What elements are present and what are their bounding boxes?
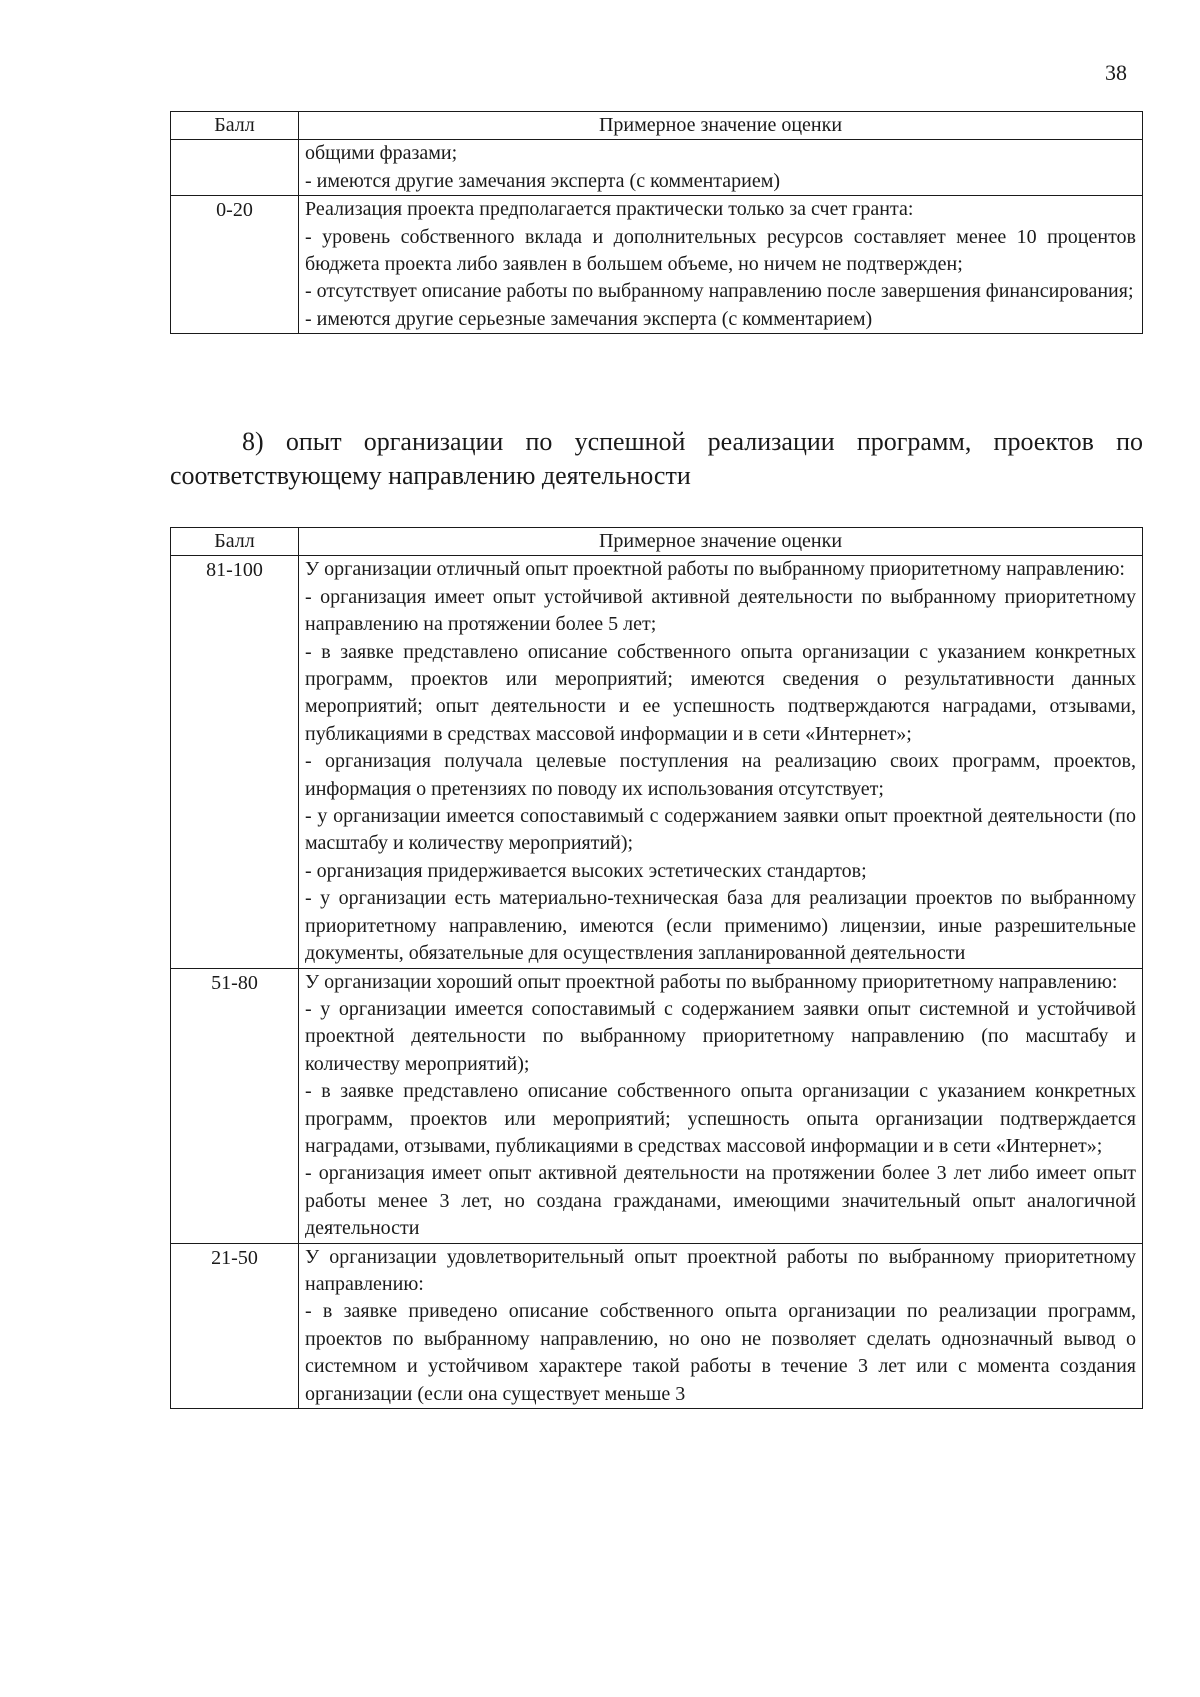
header-description: Примерное значение оценки bbox=[299, 112, 1143, 140]
description-line: У организации хороший опыт проектной работы по выбранному приоритетному направлению: bbox=[305, 970, 1118, 993]
description-line: - организация получала целевые поступления на реализацию своих программ, проектов, информация о претензиях по поводу их использования отсутствует; bbox=[305, 750, 1136, 800]
table-row bbox=[171, 196, 1143, 334]
description-line: Реализация проекта предполагается практически только за счет гранта: bbox=[305, 198, 914, 221]
table-row bbox=[171, 140, 1143, 196]
description-line: - у организации есть материально-техническая база для реализации проектов по выбранному приоритетному направлению, имеются (если применимо) лицензии, иные разрешительные документы, обязательные для осуществления запланированной деятельности bbox=[305, 887, 1136, 965]
description-line: - организация имеет опыт активной деятельности на протяжении более 3 лет либо имеет опыт работы менее 3 лет, но создана гражданами, имеющими значительный опыт аналогичной деятельности bbox=[305, 1162, 1136, 1240]
description-line: - имеются другие замечания эксперта (с комментарием) bbox=[305, 169, 781, 192]
section-heading: 8) опыт организации по успешной реализации программ, проектов по соответствующему направлению деятельности bbox=[170, 427, 1143, 490]
description-line: - отсутствует описание работы по выбранному направлению после завершения финансирования; bbox=[305, 280, 1134, 303]
score-cell bbox=[171, 140, 299, 196]
description-cell bbox=[299, 140, 1143, 196]
description-cell bbox=[299, 1243, 1143, 1408]
description-line: - уровень собственного вклада и дополнительных ресурсов составляет менее 10 процентов бюджета проекта либо заявлен в большем объеме, но ничем не подтвержден; bbox=[305, 225, 1136, 276]
description-cell bbox=[299, 196, 1143, 334]
table-row bbox=[171, 1243, 1143, 1408]
table-row bbox=[171, 556, 1143, 968]
description-cell bbox=[299, 968, 1143, 1243]
description-line: У организации удовлетворительный опыт проектной работы по выбранному приоритетному направлению: bbox=[305, 1245, 1136, 1295]
description-line: - организация придерживается высоких эстетических стандартов; bbox=[305, 859, 867, 882]
description-line: - имеются другие серьезные замечания эксперта (с комментарием) bbox=[305, 307, 873, 330]
description-line: - в заявке приведено описание собственного опыта организации по реализации программ, проектов по выбранному направлению, но оно не позволяет сделать однозначный вывод о системном и устойчивом характере такой работы в течение 3 лет или с момента создания организации (если она существует меньше 3 bbox=[305, 1300, 1136, 1405]
description-line: - в заявке представлено описание собственного опыта организации с указанием конкретных программ, проектов или мероприятий; имеются сведения о результативности данных мероприятий; опыт деятельности и ее успешность подтверждаются наградами, отзывами, публикациями в средствах массовой информации и в сети «Интернет»; bbox=[305, 640, 1136, 745]
score-cell: 81-100 bbox=[171, 556, 299, 968]
description-cell bbox=[299, 556, 1143, 968]
description-line: общими фразами; bbox=[305, 142, 458, 165]
description-line: - в заявке представлено описание собственного опыта организации с указанием конкретных программ, проектов или мероприятий; успешность опыта организации подтверждается наградами, отзывами, публикациями в средствах массовой информации и в сети «Интернет»; bbox=[305, 1080, 1136, 1157]
score-table-2 bbox=[170, 527, 1143, 1409]
score-table-1 bbox=[170, 111, 1143, 334]
header-score: Балл bbox=[171, 112, 299, 140]
header-description: Примерное значение оценки bbox=[299, 528, 1143, 556]
description-line: У организации отличный опыт проектной работы по выбранному приоритетному направлению: bbox=[305, 558, 1125, 581]
header-score: Балл bbox=[171, 528, 299, 556]
table-row bbox=[171, 968, 1143, 1243]
score-cell: 51-80 bbox=[171, 968, 299, 1243]
score-cell: 21-50 bbox=[171, 1243, 299, 1408]
table-header-row bbox=[171, 528, 1143, 556]
description-line: - организация имеет опыт устойчивой активной деятельности по выбранному приоритетному направлению на протяжении более 5 лет; bbox=[305, 585, 1136, 636]
score-cell: 0-20 bbox=[171, 196, 299, 334]
table-header-row bbox=[171, 112, 1143, 140]
page-number: 38 bbox=[1105, 60, 1127, 85]
description-line: - у организации имеется сопоставимый с содержанием заявки опыт системной и устойчивой проектной деятельности по выбранному приоритетному направлению (по масштабу и количеству мероприятий); bbox=[305, 997, 1136, 1075]
description-line: - у организации имеется сопоставимый с содержанием заявки опыт проектной деятельности (по масштабу и количеству мероприятий); bbox=[305, 805, 1136, 855]
